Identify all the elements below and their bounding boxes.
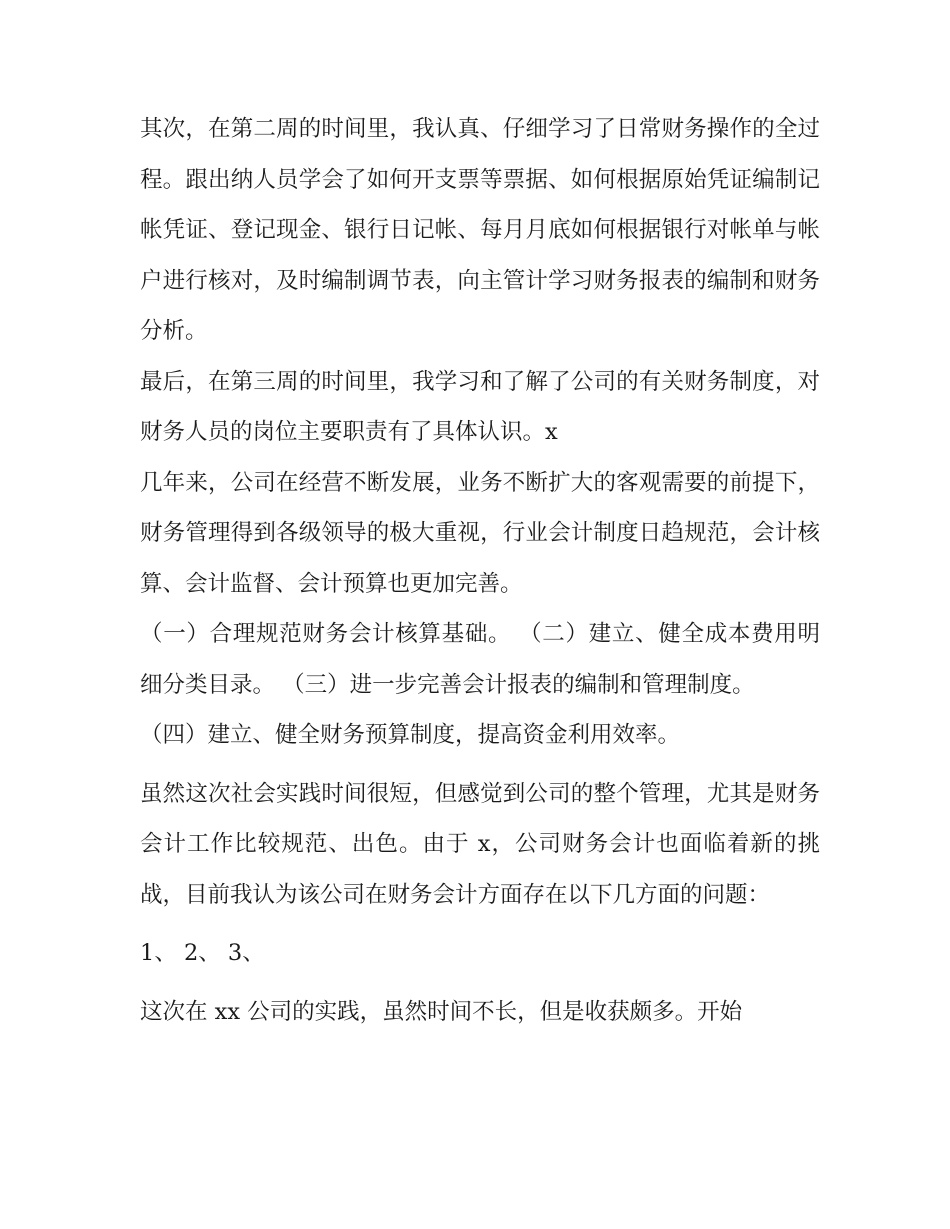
paragraph-conclusion: 这次在 xx 公司的实践，虽然时间不长，但是收获颇多。开始: [140, 998, 743, 1025]
paragraph-measure-4: （四）建立、健全财务预算制度，提高资金利用效率。: [140, 722, 681, 748]
paragraph-second-week: 其次，在第二周的时间里，我认真、仔细学习了日常财务操作的全过程。跟出纳人员学会了如何开支票等票据、如何根据原始凭证编制记帐凭证、登记现金、银行日记帐、每月月底如何根据银行对帐单与帐户进行核对，及时编制调节表，向主管计学习财务报表的编制和财务分析。: [140, 116, 820, 344]
paragraph-measures-1-3: （一）合理规范财务会计核算基础。 （二）建立、健全成本费用明细分类目录。 （三）进一步完善会计报表的编制和管理制度。: [140, 621, 820, 698]
paragraph-problem-list: 1、 2、 3、: [140, 940, 265, 966]
document-body: [140, 104, 820, 1037]
paragraph-observations: 虽然这次社会实践时间很短，但感觉到公司的整个管理，尤其是财务会计工作比较规范、出色。由于 x，公司财务会计也面临着新的挑战，目前我认为该公司在财务会计方面存在以下几方面的问题：: [140, 780, 820, 908]
paragraph-company-development: 几年来，公司在经营不断发展，业务不断扩大的客观需要的前提下，财务管理得到各级领导的极大重视，行业会计制度日趋规范，会计核算、会计监督、会计预算也更加完善。: [140, 469, 820, 597]
paragraph-third-week: 最后，在第三周的时间里，我学习和了解了公司的有关财务制度，对财务人员的岗位主要职责有了具体认识。x: [140, 368, 820, 445]
